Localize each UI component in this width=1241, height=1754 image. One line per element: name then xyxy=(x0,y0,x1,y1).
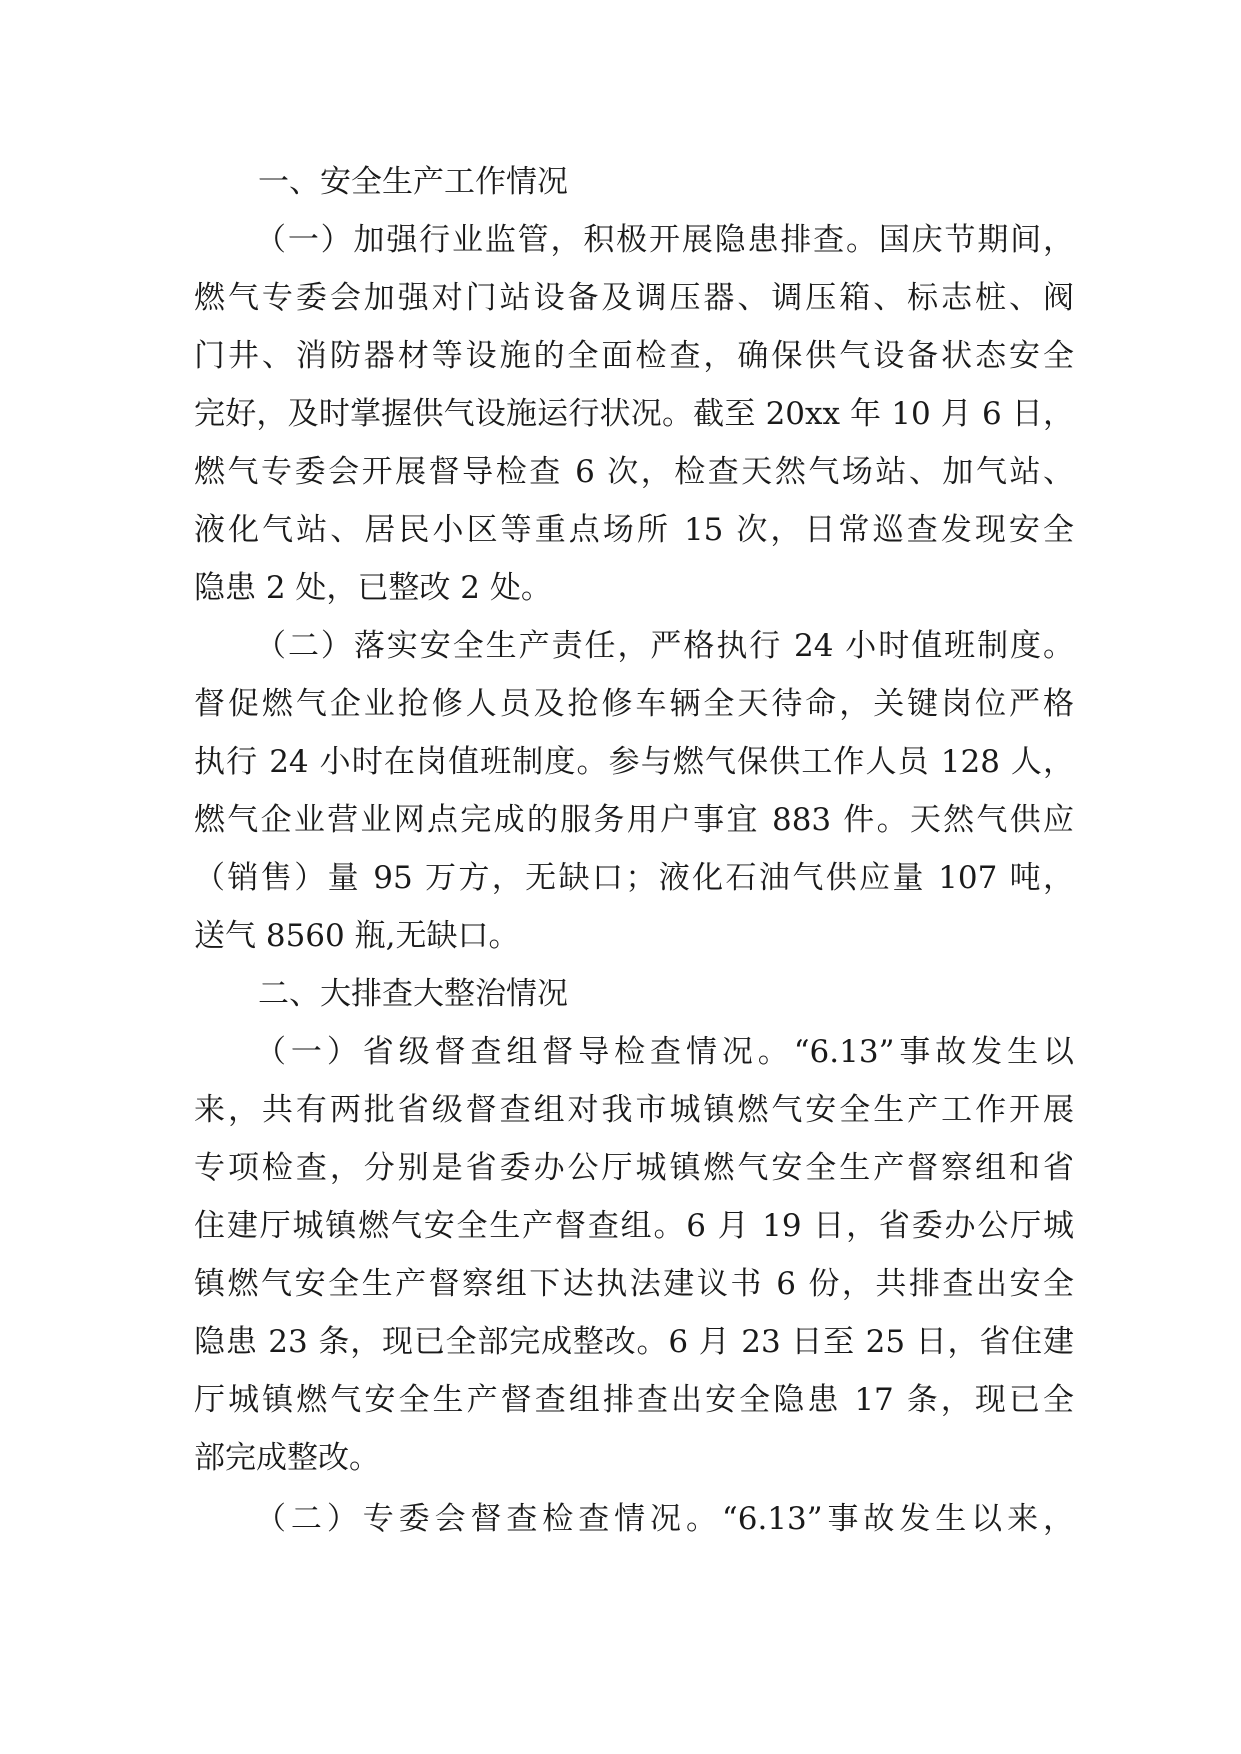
paragraph-1-line-6: 液化气站、居民小区等重点场所 15 次，日常巡查发现安全 xyxy=(194,512,1074,548)
paragraph-1-line-3: 门井、消防器材等设施的全面检查，确保供气设备状态安全 xyxy=(194,338,1074,374)
section-heading-2: 二、大排查大整治情况 xyxy=(258,976,568,1012)
paragraph-1-line-1: （一）加强行业监管，积极开展隐患排查。国庆节期间， xyxy=(255,222,1074,258)
paragraph-2-line-5: （销售）量 95 万方，无缺口；液化石油气供应量 107 吨， xyxy=(194,860,1074,896)
paragraph-3-line-1: （一）省级督查组督导检查情况。“6.13”事故发生以 xyxy=(255,1034,1074,1070)
paragraph-2-line-3: 执行 24 小时在岗值班制度。参与燃气保供工作人员 128 人， xyxy=(194,744,1074,780)
paragraph-3-line-8: 部完成整改。 xyxy=(194,1440,380,1476)
paragraph-3-line-3: 专项检查，分别是省委办公厅城镇燃气安全生产督察组和省 xyxy=(194,1150,1074,1186)
paragraph-3-line-2: 来，共有两批省级督查组对我市城镇燃气安全生产工作开展 xyxy=(194,1092,1074,1128)
paragraph-2-line-6: 送气 8560 瓶,无缺口。 xyxy=(194,918,520,954)
paragraph-1-line-5: 燃气专委会开展督导检查 6 次，检查天然气场站、加气站、 xyxy=(194,454,1074,490)
paragraph-2-line-4: 燃气企业营业网点完成的服务用户事宜 883 件。天然气供应 xyxy=(194,802,1074,838)
paragraph-3-line-7: 厅城镇燃气安全生产督查组排查出安全隐患 17 条，现已全 xyxy=(194,1382,1074,1418)
paragraph-1-line-4: 完好，及时掌握供气设施运行状况。截至 20xx 年 10 月 6 日， xyxy=(194,396,1074,432)
section-heading-1: 一、安全生产工作情况 xyxy=(258,164,568,200)
paragraph-4-line-1: （二）专委会督查检查情况。“6.13”事故发生以来， xyxy=(255,1501,1074,1537)
paragraph-2-line-1: （二）落实安全生产责任，严格执行 24 小时值班制度。 xyxy=(255,628,1074,664)
paragraph-2-line-2: 督促燃气企业抢修人员及抢修车辆全天待命，关键岗位严格 xyxy=(194,686,1074,722)
paragraph-1-line-2: 燃气专委会加强对门站设备及调压器、调压箱、标志桩、阀 xyxy=(194,280,1074,316)
paragraph-3-line-4: 住建厅城镇燃气安全生产督查组。6 月 19 日，省委办公厅城 xyxy=(194,1208,1074,1244)
paragraph-1-line-7: 隐患 2 处，已整改 2 处。 xyxy=(194,570,552,606)
paragraph-3-line-5: 镇燃气安全生产督察组下达执法建议书 6 份，共排查出安全 xyxy=(194,1266,1074,1302)
paragraph-3-line-6: 隐患 23 条，现已全部完成整改。6 月 23 日至 25 日，省住建 xyxy=(194,1324,1074,1360)
